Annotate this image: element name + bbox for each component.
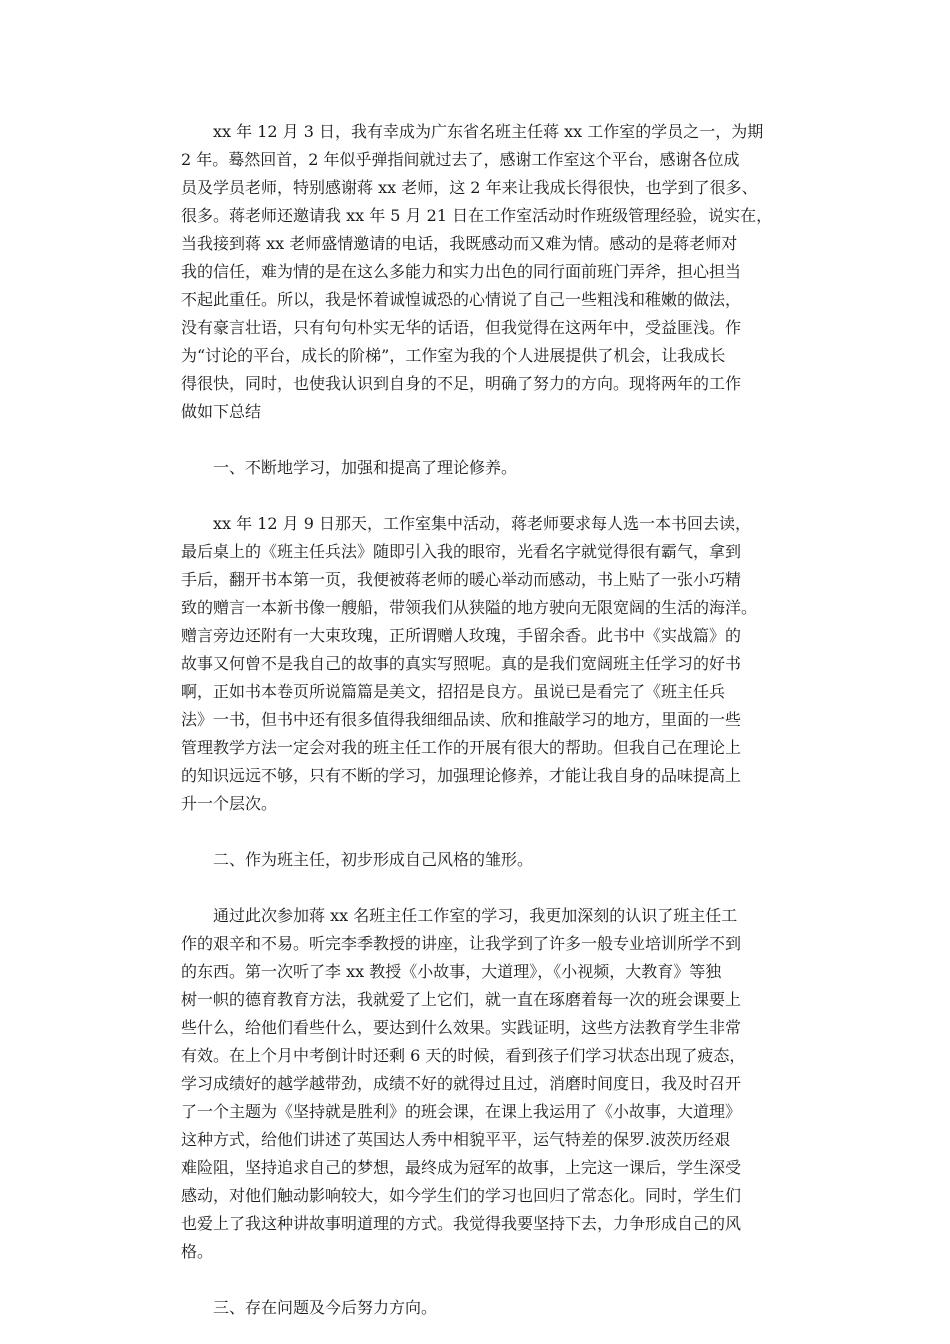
text-line: 很多。蒋老师还邀请我 xx 年 5 月 21 日在工作室活动时作班级管理经验，说实在，: [181, 206, 773, 225]
text-line: xx 年 12 月 9 日那天，工作室集中活动，蒋老师要求每人选一本书回去读，: [213, 514, 752, 533]
text-line: 为“讨论的平台，成长的阶梯”，工作室为我的个人进展提供了机会，让我成长: [181, 346, 726, 365]
section-heading-2: 二、作为班主任，初步形成自己风格的雏形。: [213, 850, 534, 869]
text-line: 手后，翻开书本第一页，我便被蒋老师的暖心举动而感动，书上贴了一张小巧精: [181, 570, 742, 589]
intro-paragraph: [181, 118, 781, 426]
text-line: 难险阻，坚持追求自己的梦想，最终成为冠军的故事，上完这一课后，学生深受: [181, 1158, 742, 1177]
text-line: 格。: [181, 1242, 214, 1261]
text-line: 升一个层次。: [181, 794, 278, 813]
text-line: 2 年。蓦然回首，2 年似乎弹指间就过去了，感谢工作室这个平台，感谢各位成: [181, 150, 740, 169]
section-2-paragraph: [181, 902, 781, 1266]
text-line: 不起此重任。所以，我是怀着诚惶诚恐的心情说了自己一些粗浅和稚嫩的做法，: [181, 290, 742, 309]
section-1-paragraph: [181, 510, 781, 818]
paragraph-spacer: [181, 818, 781, 846]
text-line: 当我接到蒋 xx 老师盛情邀请的电话，我既感动而又难为情。感动的是蒋老师对: [181, 234, 738, 253]
text-line: 致的赠言一本新书像一艘船，带领我们从狭隘的地方驶向无限宽阔的生活的海洋。: [181, 598, 758, 617]
text-line: 最后桌上的《班主任兵法》随即引入我的眼帘，光看名字就觉得很有霸气，拿到: [181, 542, 742, 561]
text-line: 做如下总结: [181, 402, 262, 421]
text-line: 的东西。第一次听了李 xx 教授《小故事，大道理》，《小视频，大教育》等独: [181, 962, 722, 981]
paragraph-spacer: [181, 482, 781, 510]
text-line: 赠言旁边还附有一大束玫瑰，正所谓赠人玫瑰，手留余香。此书中《实战篇》的: [181, 626, 742, 645]
document-body: [181, 118, 781, 1322]
text-line: 通过此次参加蒋 xx 名班主任工作室的学习，我更加深刻的认识了班主任工: [213, 906, 738, 925]
section-heading-1: 一、不断地学习，加强和提高了理论修养。: [213, 458, 518, 477]
text-line: 有效。在上个月中考倒计时还剩 6 天的时候，看到孩子们学习状态出现了疲态，: [181, 1046, 746, 1065]
text-line: 故事又何曾不是我自己的故事的真实写照呢。真的是我们宽阔班主任学习的好书: [181, 654, 742, 673]
text-line: 也爱上了我这种讲故事明道理的方式。我觉得我要坚持下去，力争形成自己的风: [181, 1214, 742, 1233]
text-line: 作的艰辛和不易。听完李季教授的讲座，让我学到了许多一般专业培训所学不到: [181, 934, 742, 953]
text-line: 法》一书，但书中还有很多值得我细细品读、欣和推敲学习的地方，里面的一些: [181, 710, 742, 729]
paragraph-spacer: [181, 426, 781, 454]
text-line: 了一个主题为《坚持就是胜利》的班会课，在课上我运用了《小故事，大道理》: [181, 1102, 742, 1121]
text-line: 没有豪言壮语，只有句句朴实无华的话语，但我觉得在这两年中，受益匪浅。作: [181, 318, 742, 337]
text-line: 感动，对他们触动影响较大，如今学生们的学习也回归了常态化。同时，学生们: [181, 1186, 742, 1205]
text-line: 员及学员老师，特别感谢蒋 xx 老师，这 2 年来让我成长得很快，也学到了很多、: [181, 178, 758, 197]
text-line: 啊，正如书本卷页所说篇篇是美文，招招是良方。虽说已是看完了《班主任兵: [181, 682, 726, 701]
text-line: 我的信任，难为情的是在这么多能力和实力出色的同行面前班门弄斧，担心担当: [181, 262, 742, 281]
text-line: 些什么，给他们看些什么，要达到什么效果。实践证明，这些方法教育学生非常: [181, 1018, 742, 1037]
text-line: 树一帜的德育教育方法，我就爱了上它们，就一直在琢磨着每一次的班会课要上: [181, 990, 742, 1009]
paragraph-spacer: [181, 1266, 781, 1294]
section-heading-3: 三、存在问题及今后努力方向。: [213, 1298, 438, 1317]
text-line: 管理教学方法一定会对我的班主任工作的开展有很大的帮助。但我自己在理论上: [181, 738, 742, 757]
paragraph-spacer: [181, 874, 781, 902]
text-line: 得很快，同时，也使我认识到自身的不足，明确了努力的方向。现将两年的工作: [181, 374, 742, 393]
text-line: xx 年 12 月 3 日，我有幸成为广东省名班主任蒋 xx 工作室的学员之一，为期: [213, 122, 764, 141]
text-line: 学习成绩好的越学越带劲，成绩不好的就得过且过，消磨时间度日，我及时召开: [181, 1074, 742, 1093]
text-line: 的知识远远不够，只有不断的学习，加强理论修养，才能让我自身的品味提高上: [181, 766, 742, 785]
text-line: 这种方式，给他们讲述了英国达人秀中相貌平平，运气特差的保罗.波茨历经艰: [181, 1130, 731, 1149]
